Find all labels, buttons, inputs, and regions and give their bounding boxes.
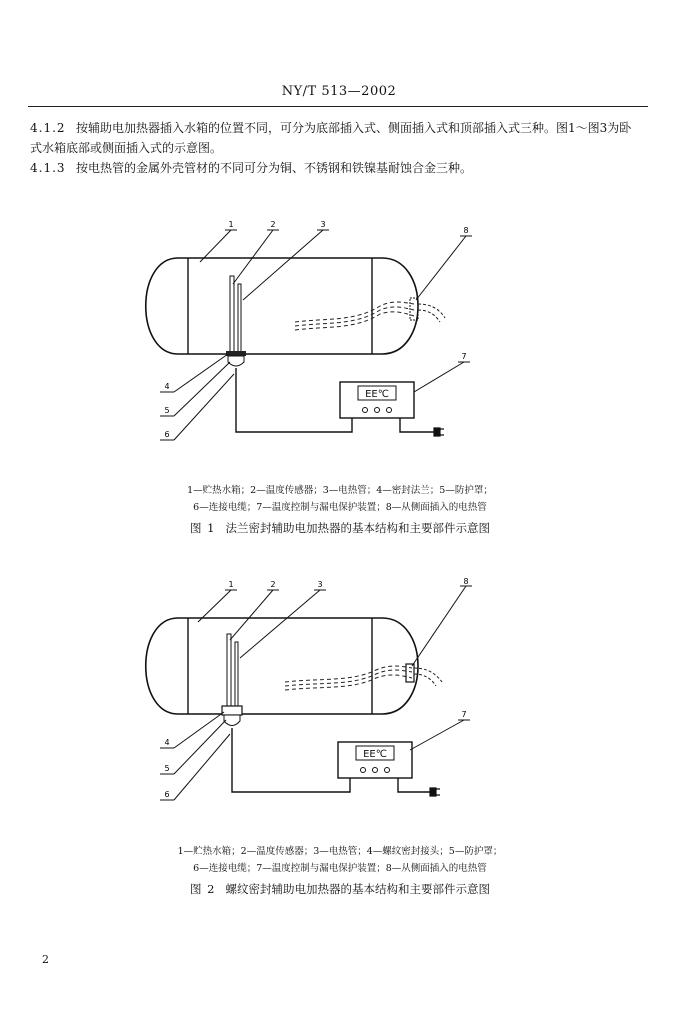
callout-2: 2 [270,580,276,589]
paragraph-number: 4.1.3 [30,161,66,175]
caption-number: 图 2 [190,882,216,896]
callout-2: 2 [270,220,276,229]
figure-2-legend [60,843,620,877]
heating-tube [235,642,238,708]
paragraph-4-1-2 [30,118,640,158]
figure-2-diagram [140,578,480,828]
figure-1-caption [60,520,620,536]
legend-line: 1—贮热水箱；2—温度传感器；3—电热管；4—密封法兰；5—防护罩； [187,485,493,496]
temperature-sensor [230,276,234,354]
figure-2-caption [60,881,620,897]
controller-button [373,768,378,773]
paragraph-text: 按辅助电加热器插入水箱的位置不同，可分为底部插入式、侧面插入式和顶部插入式三种。图1～图3为卧式水箱底部或侧面插入式的示意图。 [30,121,632,155]
callout-5: 5 [164,764,170,773]
callout-3: 3 [317,580,323,589]
connecting-cable [236,368,352,432]
legend-line: 1—贮热水箱；2—温度传感器；3—电热管；4—螺纹密封接头；5—防护罩； [177,846,503,857]
water-tank-body [146,258,418,354]
paragraph-4-1-3 [30,158,640,178]
connecting-cable [232,728,350,792]
side-heating-tube [295,312,414,330]
controller-button [363,408,368,413]
legend-line: 6—连接电缆；7—温度控制与漏电保护装置；8—从侧面插入的电热管 [193,863,487,874]
power-cord [398,778,430,792]
caption-title: 螺纹密封辅助电加热器的基本结构和主要部件示意图 [225,882,490,896]
power-cord [400,418,434,432]
controller-button [375,408,380,413]
callout-1: 1 [228,220,234,229]
callout-7: 7 [461,352,467,361]
callout-6: 6 [164,790,170,799]
standard-code: NY/T 513—2002 [281,84,397,99]
caption-number: 图 1 [190,521,216,535]
controller-button [361,768,366,773]
paragraph-number: 4.1.2 [30,121,66,135]
figure-1-legend [60,482,620,516]
callout-8: 8 [463,226,469,235]
callout-5: 5 [164,406,170,415]
callout-8: 8 [463,578,469,586]
callout-4: 4 [164,738,170,747]
header-rule [28,106,648,107]
plug-icon [434,428,444,436]
protective-cover [224,715,240,726]
protective-cover [228,356,244,366]
callout-4: 4 [164,382,170,391]
callout-3: 3 [320,220,326,229]
threaded-sealing-joint [222,706,242,715]
page-header [0,84,678,99]
display-readout: EE℃ [365,389,389,400]
heating-tube [238,284,241,354]
legend-line: 6—连接电缆；7—温度控制与漏电保护装置；8—从侧面插入的电热管 [193,502,487,513]
caption-title: 法兰密封辅助电加热器的基本结构和主要部件示意图 [225,521,490,535]
callout-1: 1 [228,580,234,589]
controller-button [385,768,390,773]
sealing-flange [226,351,246,356]
display-readout: EE℃ [363,749,387,760]
callout-7: 7 [461,710,467,719]
water-tank-body [146,618,418,714]
plug-icon [430,788,440,796]
paragraph-text: 按电热管的金属外壳管材的不同可分为铜、不锈钢和铁镍基耐蚀合金三种。 [76,161,473,175]
page-number: 2 [42,953,49,966]
controller-button [387,408,392,413]
temperature-sensor [227,634,231,708]
figure-1-diagram [140,218,480,468]
callout-6: 6 [164,430,170,439]
